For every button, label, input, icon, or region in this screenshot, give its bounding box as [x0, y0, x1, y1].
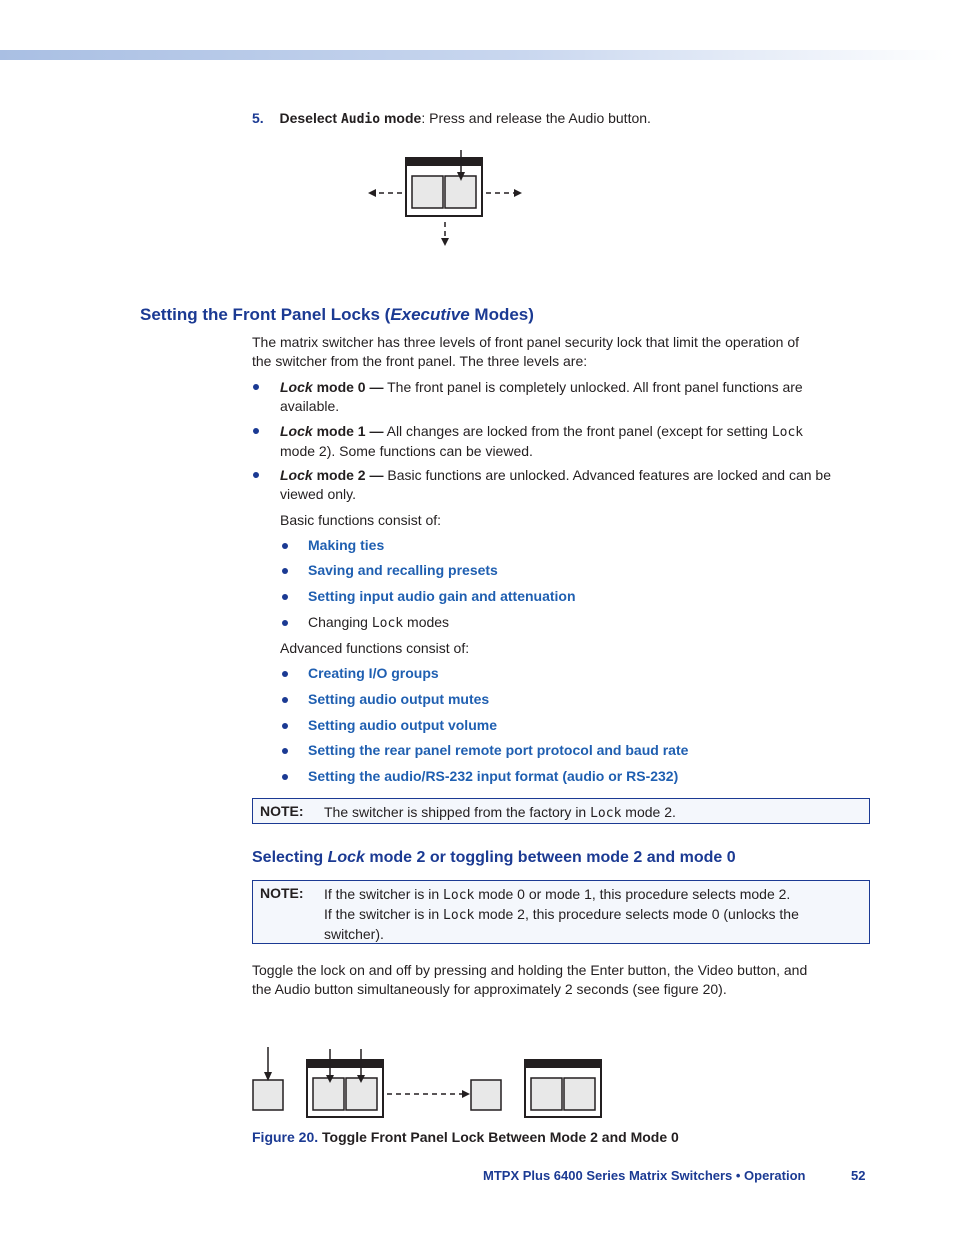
section-heading: Setting the Front Panel Locks (Executive Modes) [140, 305, 534, 324]
bullet-icon [282, 697, 288, 703]
mode-1-item: Lock mode 1 — All changes are locked from the front panel (except for setting Lock mode 2). Some functions can be viewed. [280, 423, 804, 459]
header-band [0, 50, 954, 60]
audio-button-diagram [360, 146, 530, 250]
footer-title: MTPX Plus 6400 Series Matrix Switchers • Operation [483, 1168, 806, 1183]
mode-0-item: Lock mode 0 — The front panel is completely unlocked. All front panel functions are available. [280, 379, 803, 414]
step-number: 5. [252, 110, 264, 126]
link-output-volume[interactable]: Setting audio output volume [308, 717, 497, 733]
link-io-groups[interactable]: Creating I/O groups [308, 665, 439, 681]
mode-2-item: Lock mode 2 — Basic functions are unlocked. Advanced features are locked and can be viewed only. [280, 467, 831, 502]
subsection-heading: Selecting Lock mode 2 or toggling between mode 2 and mode 0 [252, 849, 736, 866]
link-input-format[interactable]: Setting the audio/RS-232 input format (audio or RS-232) [308, 768, 679, 784]
note-text: If the switcher is in Lock mode 0 or mode 1, this procedure selects mode 2. If the switcher is in Lock mode 2, this procedure selects mode 0 (unlocks the switcher). [324, 886, 799, 942]
bullet-icon [253, 428, 259, 434]
bullet-icon [282, 620, 288, 626]
figure-caption: Figure 20. Toggle Front Panel Lock Between Mode 2 and Mode 0 [252, 1129, 679, 1145]
link-input-audio-gain[interactable]: Setting input audio gain and attenuation [308, 588, 576, 604]
bullet-icon [282, 543, 288, 549]
advanced-functions-heading: Advanced functions consist of: [280, 640, 470, 656]
changing-lock-modes: Changing Lock modes [308, 614, 450, 631]
note-box-factory [252, 798, 870, 824]
link-remote-port[interactable]: Setting the rear panel remote port protocol and baud rate [308, 742, 689, 758]
bullet-icon [282, 671, 288, 677]
bullet-icon [253, 472, 259, 478]
note-box-toggle [252, 880, 870, 944]
basic-functions-heading: Basic functions consist of: [280, 512, 442, 528]
step-label: Deselect Audio mode [279, 110, 422, 127]
page-number: 52 [851, 1168, 866, 1183]
bullet-icon [282, 774, 288, 780]
step-5 [252, 109, 651, 129]
link-saving-presets[interactable]: Saving and recalling presets [308, 562, 498, 578]
bullet-icon [282, 594, 288, 600]
link-making-ties[interactable]: Making ties [308, 537, 385, 553]
bullet-icon [282, 723, 288, 729]
note-label: NOTE: [260, 803, 304, 819]
bullet-icon [282, 748, 288, 754]
note-text: The switcher is shipped from the factory in Lock mode 2. [324, 804, 676, 821]
bullet-icon [282, 568, 288, 574]
link-output-mutes[interactable]: Setting audio output mutes [308, 691, 490, 707]
step-text: : Press and release the Audio button. [421, 110, 651, 126]
intro-paragraph: The matrix switcher has three levels of front panel security lock that limit the operation of the switcher from the front panel. The three levels are: [252, 334, 800, 369]
note-label: NOTE: [260, 885, 304, 901]
bullet-icon [253, 384, 259, 390]
figure-20-diagram [250, 1045, 606, 1119]
toggle-paragraph: Toggle the lock on and off by pressing and holding the Enter button, the Video button, and the Audio button simultaneously for approximately 2 seconds (see figure 20). [252, 962, 808, 997]
